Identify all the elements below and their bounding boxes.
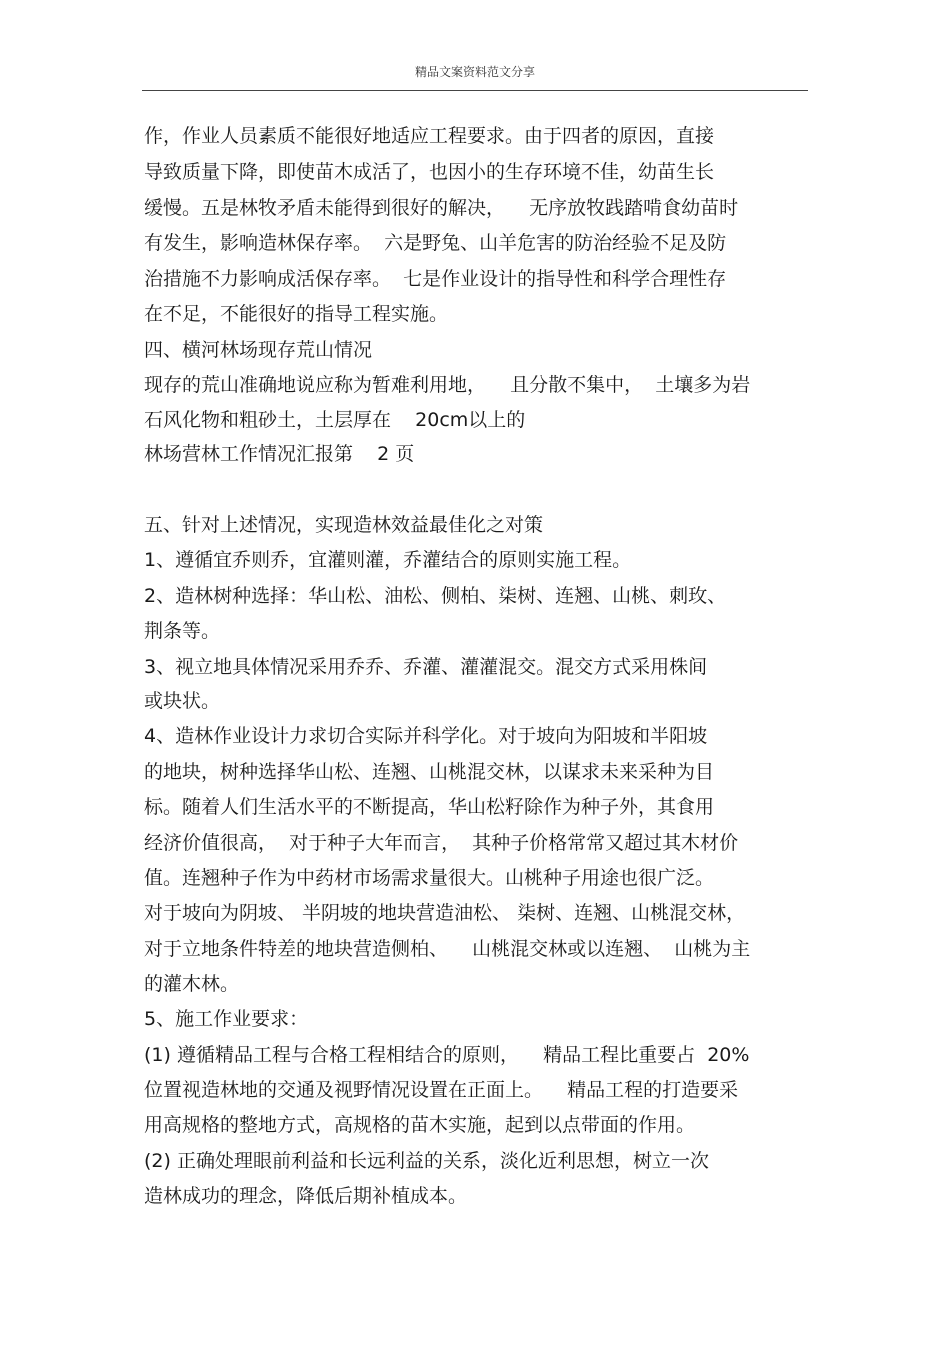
text-line: 缓慢。五是林牧矛盾未能得到很好的解决， 无序放牧践踏啃食幼苗时 (144, 197, 739, 219)
page-header-title: 精品文案资料范文分享 (414, 65, 535, 79)
text-line: 位置视造林地的交通及视野情况设置在正面上。 精品工程的打造要采 (144, 1079, 739, 1101)
text-line: 导致质量下降，即使苗木成活了，也因小的生存环境不佳，幼苗生长 (144, 161, 715, 183)
text-line: 有发生，影响造林保存率。 六是野兔、山羊危害的防治经验不足及防 (144, 232, 727, 254)
text-line: 1、遵循宜乔则乔，宜灌则灌，乔灌结合的原则实施工程。 (144, 549, 632, 571)
text-line: 在不足，不能很好的指导工程实施。 (144, 303, 449, 325)
text-line: 2、造林树种选择：华山松、油松、侧柏、柒树、连翘、山桃、刺玫、 (144, 585, 727, 607)
text-line: 的灌木林。 (144, 973, 240, 995)
text-line: 对于坡向为阴坡、 半阴坡的地块营造油松、 柒树、连翘、山桃混交林， (144, 902, 746, 924)
section-heading: 五、针对上述情况，实现造林效益最佳化之对策 (144, 514, 544, 536)
text-line: 3、视立地具体情况采用乔乔、乔灌、灌灌混交。混交方式采用株间 (144, 656, 708, 678)
text-line: 对于立地条件特差的地块营造侧柏、 山桃混交林或以连翘、 山桃为主 (144, 938, 751, 960)
text-line: 经济价值很高， 对于种子大年而言， 其种子价格常常又超过其木材价 (144, 832, 739, 854)
text-line: 治措施不力影响成活保存率。 七是作业设计的指导性和科学合理性存 (144, 268, 727, 290)
section-heading: 四、横河林场现存荒山情况 (144, 339, 373, 361)
text-line: 作，作业人员素质不能很好地适应工程要求。由于四者的原因，直接 (144, 125, 715, 147)
text-line: 4、造林作业设计力求切合实际并科学化。对于坡向为阳坡和半阳坡 (144, 725, 708, 747)
text-line: 标。随着人们生活水平的不断提高，华山松籽除作为种子外，其食用 (144, 796, 715, 818)
text-line: (1) 遵循精品工程与合格工程相结合的原则， 精品工程比重要占 20% (144, 1044, 750, 1066)
text-line: 荆条等。 (144, 620, 221, 642)
text-line: (2) 正确处理眼前利益和长远利益的关系，淡化近利思想，树立一次 (144, 1150, 709, 1172)
text-line: 用高规格的整地方式，高规格的苗木实施，起到以点带面的作用。 (144, 1114, 696, 1136)
text-line: 石风化物和粗砂土，土层厚在 20cm以上的 (144, 409, 526, 431)
text-line: 或块状。 (144, 690, 221, 712)
text-line: 值。连翘种子作为中药材市场需求量很大。山桃种子用途也很广泛。 (144, 867, 715, 889)
text-line: 造林成功的理念，降低后期补植成本。 (144, 1185, 468, 1207)
header-divider (142, 90, 808, 91)
text-line: 现存的荒山准确地说应称为暂难利用地， 且分散不集中， 土壤多为岩 (144, 374, 751, 396)
page-footer-label: 林场营林工作情况汇报第 2 页 (144, 443, 415, 465)
text-line: 的地块，树种选择华山松、连翘、山桃混交林，以谋求未来采种为目 (144, 761, 715, 783)
text-line: 5、施工作业要求： (144, 1008, 309, 1030)
